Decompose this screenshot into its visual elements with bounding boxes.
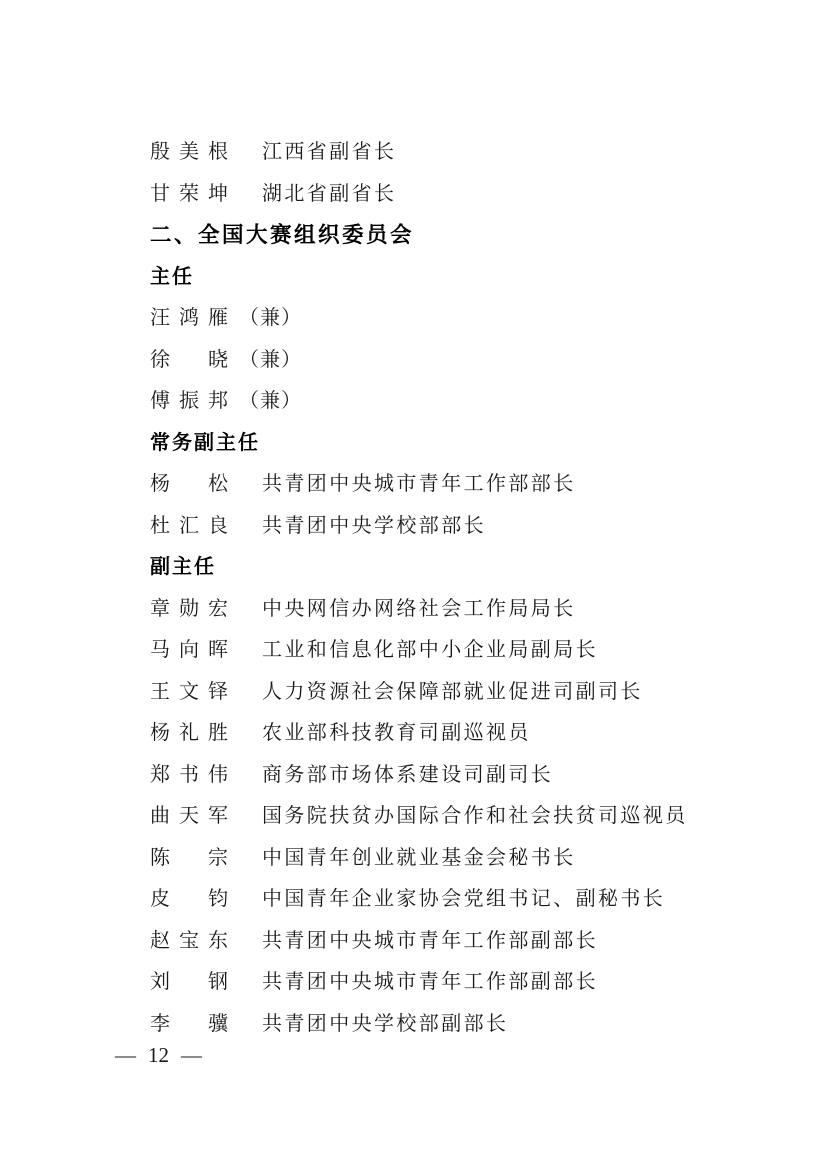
committee-list	[150, 132, 790, 1045]
member-title: 中央网信办网络社会工作局局长	[262, 597, 576, 620]
member-name: 章勋宏	[150, 597, 237, 620]
member-title: 中国青年企业家协会党组书记、副秘书长	[262, 888, 666, 910]
member-row	[150, 755, 790, 797]
footer-page-number: 12	[148, 1043, 169, 1067]
member-title: 共青团中央学校部部长	[262, 514, 486, 537]
member-name: 曲天军	[150, 805, 237, 827]
concurrent-note: （兼）	[239, 307, 302, 329]
member-name: 马向晖	[150, 639, 237, 661]
member-row	[150, 921, 790, 963]
member-row	[150, 381, 790, 423]
member-row	[150, 464, 790, 506]
member-row	[150, 506, 790, 548]
member-row	[150, 1004, 790, 1046]
member-title: 共青团中央城市青年工作部副部长	[262, 971, 598, 993]
member-name: 傅振邦	[150, 390, 237, 412]
member-row	[150, 796, 790, 838]
member-title: 共青团中央学校部副部长	[262, 1012, 509, 1035]
member-row	[150, 298, 790, 340]
member-name: 赵宝东	[150, 929, 237, 952]
member-row	[150, 630, 790, 672]
member-name: 甘荣坤	[150, 182, 237, 205]
member-row	[150, 174, 790, 216]
member-row	[150, 132, 790, 174]
member-name: 皮 钧	[150, 888, 237, 910]
footer-dash-left: —	[115, 1043, 136, 1067]
page-number	[115, 1041, 202, 1069]
member-name: 李 骥	[150, 1012, 237, 1035]
member-name: 陈 宗	[150, 846, 237, 869]
concurrent-note: （兼）	[239, 348, 302, 371]
concurrent-note: （兼）	[239, 390, 302, 412]
role-heading-vice-chairman: 副主任	[150, 556, 216, 578]
section-heading: 二、全国大赛组织委员会	[150, 223, 415, 247]
member-title: 人力资源社会保障部就业促进司副司长	[262, 680, 643, 703]
member-name: 汪鸿雁	[150, 307, 237, 329]
member-row	[150, 340, 790, 382]
role-heading-executive-vice-chairman: 常务副主任	[150, 431, 260, 454]
member-name: 刘 钢	[150, 971, 237, 993]
member-row	[150, 713, 790, 755]
member-title: 中国青年创业就业基金会秘书长	[262, 846, 576, 869]
member-row	[150, 879, 790, 921]
member-name: 徐 晓	[150, 348, 237, 371]
member-title: 湖北省副省长	[262, 182, 397, 205]
role-heading-chairman: 主任	[150, 265, 194, 288]
member-name: 杨 松	[150, 473, 237, 495]
member-row	[150, 838, 790, 880]
footer-dash-right: —	[181, 1043, 202, 1067]
member-name: 杜汇良	[150, 514, 237, 537]
member-row	[150, 962, 790, 1004]
member-title: 商务部市场体系建设司副司长	[262, 763, 554, 786]
member-name: 杨礼胜	[150, 722, 237, 744]
member-row	[150, 589, 790, 631]
member-row	[150, 672, 790, 714]
member-title: 工业和信息化部中小企业局副局长	[262, 639, 598, 661]
member-name: 殷美根	[150, 141, 237, 163]
member-title: 国务院扶贫办国际合作和社会扶贫司巡视员	[262, 805, 688, 827]
member-name: 王文铎	[150, 680, 237, 703]
member-title: 江西省副省长	[262, 141, 397, 163]
member-title: 共青团中央城市青年工作部副部长	[262, 929, 598, 952]
member-title: 农业部科技教育司副巡视员	[262, 722, 531, 744]
member-name: 郑书伟	[150, 763, 237, 786]
member-title: 共青团中央城市青年工作部部长	[262, 473, 576, 495]
